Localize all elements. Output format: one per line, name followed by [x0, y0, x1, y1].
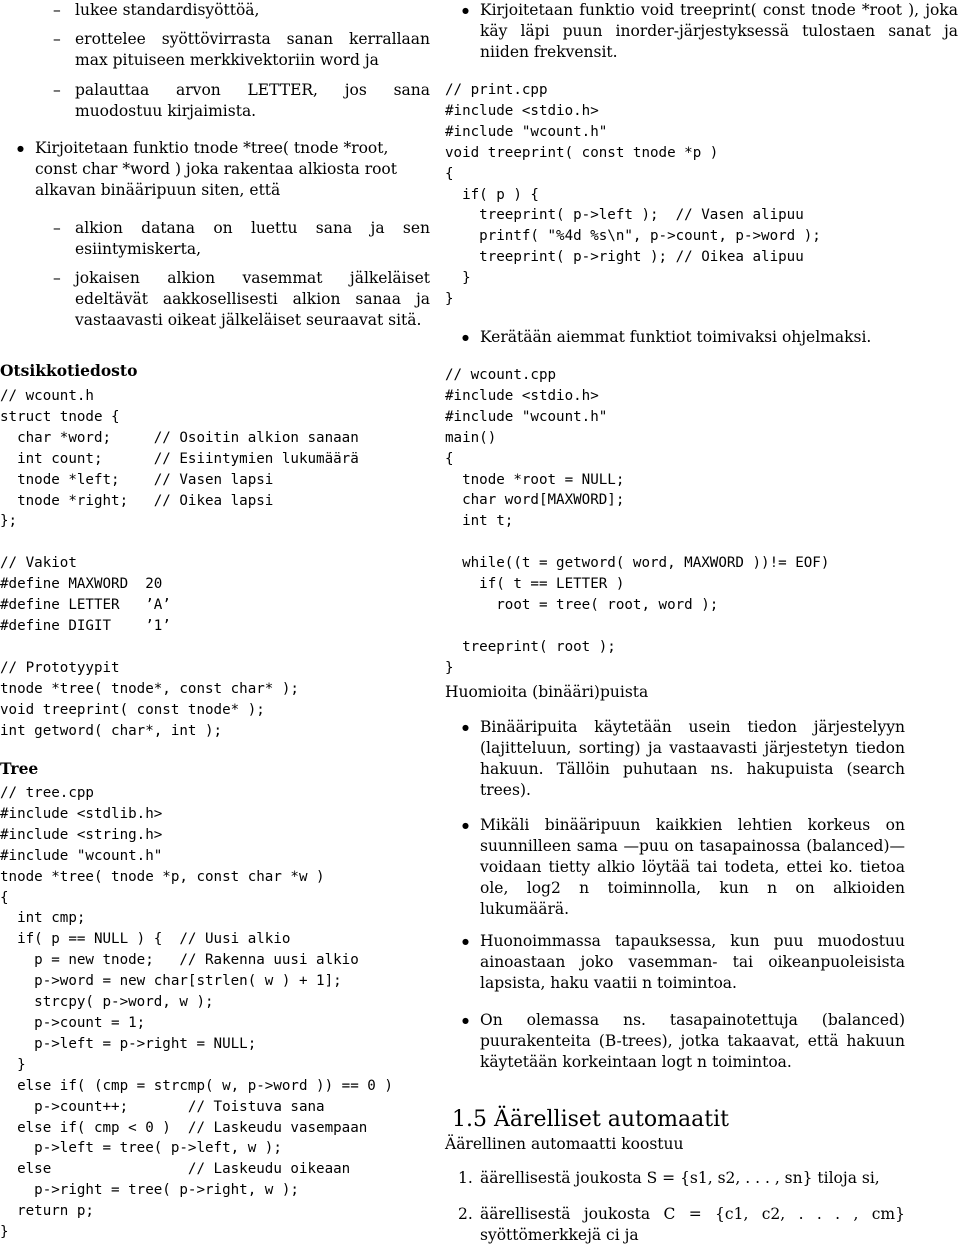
bullet-item: [480, 815, 905, 920]
bullet-text: Kerätään aiemmat funktiot toimivaksi ohjelmaksi.: [480, 328, 872, 346]
bullet-text: On olemassa ns. tasapainotettuja (balanced) puurakenteita (B-trees), jotka takaavat, että hakuun käytetään korkeintaan logt n toimintoa.: [480, 1011, 905, 1071]
bullet-item: [480, 1010, 905, 1073]
bullet-text: Huonoimmassa tapauksessa, kun puu muodostuu ainoastaan joko vasemman- tai oikeanpuoleisista lapsista, haku vaatii n toimintoa.: [480, 932, 905, 992]
list-item: [75, 268, 430, 331]
bullet-text: Mikäli binääripuun kaikkien lehtien korkeus on suunnilleen sama —puu on tasapainossa (balanced)— voidaan tietty alkio löytää tai todeta, ettei ko. tietoa ole, log2 n toiminnolla, kun n on alkioiden lukumäärä.: [480, 816, 905, 918]
list-item-text: palauttaa arvon LETTER, jos sana muodostuu kirjaimista.: [75, 81, 430, 120]
section-heading: Tree: [0, 759, 39, 778]
section-title: 1.5 Äärelliset automaatit: [452, 1107, 729, 1132]
list-item-text: lukee standardisyöttöä,: [75, 1, 260, 19]
code-block: // wcount.cpp #include <stdio.h> #include "wcount.h" main() { tnode *root = NULL; char word[MAXWORD]; int t; while((t = getword( word, MAXWORD ))!= EOF) if( t == LETTER ) root = tree( root, word ); treeprint( root ); }: [445, 367, 830, 676]
bullet-item: [480, 0, 958, 63]
list-item-text: erottelee syöttövirrasta sanan kerrallaan max pituiseen merkkivektoriin word ja: [75, 30, 430, 69]
numbered-item-text: äärellisestä joukosta C = {c1, c2, . . . , cm} syöttömerkkejä ci ja: [480, 1205, 905, 1244]
bullet-text: Binääripuita käytetään usein tiedon järjestelyyn (lajitteluun, sorting) ja vastaavasti järjestetyn tiedon hakuun. Tällöin puhutaan ns. hakupuista (search trees).: [480, 718, 905, 799]
bullet-item: [480, 327, 958, 348]
section-heading: Huomioita (binääri)puista: [445, 683, 649, 701]
code-block: // wcount.h struct tnode { char *word; // Osoitin alkion sanaan int count; // Esiintymien lukumäärä tnode *left; // Vasen lapsi tnode *right; // Oikea lapsi }; // Vakiot #define MAXWORD 20 #define LETTER ’A’ #define DIGIT ’1’ // Prototyypit tnode *tree( tnode*, const char* ); void treeprint( const tnode* ); int getword( char*, int );: [0, 388, 359, 739]
code-block: // tree.cpp #include <stdlib.h> #include <string.h> #include "wcount.h" tnode *tree( tnode *p, const char *w ) { int cmp; if( p == NULL ) { // Uusi alkio p = new tnode; // Rakenna uusi alkio p->word = new char[strlen( w ) + 1]; strcpy( p->word, w ); p->count = 1; p->left = p->right = NULL; } else if( (cmp = strcmp( w, p->word )) == 0 ) p->count++; // Toistuva sana else if( cmp < 0 ) // Laskeudu vasempaan p->left = tree( p->left, w ); else // Laskeudu oikeaan p->right = tree( p->right, w ); return p; }: [0, 785, 393, 1241]
numbered-item: 1. äärellisestä joukosta S = {s1, s2, . . . , sn} tiloja si,: [458, 1169, 880, 1187]
bullet-item: [480, 717, 905, 801]
list-item-text: jokaisen alkion vasemmat jälkeläiset edeltävät aakkosellisesti alkion sanaa ja vastaavasti oikeat jälkeläiset seuraavat sitä.: [75, 269, 430, 329]
bullet-item: [480, 931, 905, 994]
section-intro: Äärellinen automaatti koostuu: [445, 1135, 684, 1153]
list-item: [75, 29, 430, 71]
list-item: [75, 218, 430, 260]
bullet-text: Kirjoitetaan funktio void treeprint( const tnode *root ), joka käy läpi puun inorder-järjestyksessä tulostaen sanat ja niiden frekvensit.: [480, 1, 958, 61]
code-block: // print.cpp #include <stdio.h> #include "wcount.h" void treeprint( const tnode *p ) { if( p ) { treeprint( p->left ); // Vasen alipuu printf( "%4d %s\n", p->count, p->word ); treeprint( p->right ); // Oikea alipuu } }: [445, 82, 821, 308]
section-heading: Otsikkotiedosto: [0, 361, 138, 380]
numbered-item: 2. äärellisestä joukosta C = {c1, c2, . . . , cm} syöttömerkkejä ci ja: [458, 1205, 905, 1244]
bullet-item: [35, 138, 435, 201]
list-item: [75, 80, 430, 122]
list-item: [75, 0, 435, 21]
bullet-text: Kirjoitetaan funktio tnode *tree( tnode *root, const char *word ) joka rakentaa alkiosta root alkavan binääripuun siten, että: [35, 139, 397, 199]
list-item-text: alkion datana on luettu sana ja sen esiintymiskerta,: [75, 219, 430, 258]
numbered-item-text: äärellisestä joukosta S = {s1, s2, . . . , sn} tiloja si,: [480, 1169, 880, 1187]
